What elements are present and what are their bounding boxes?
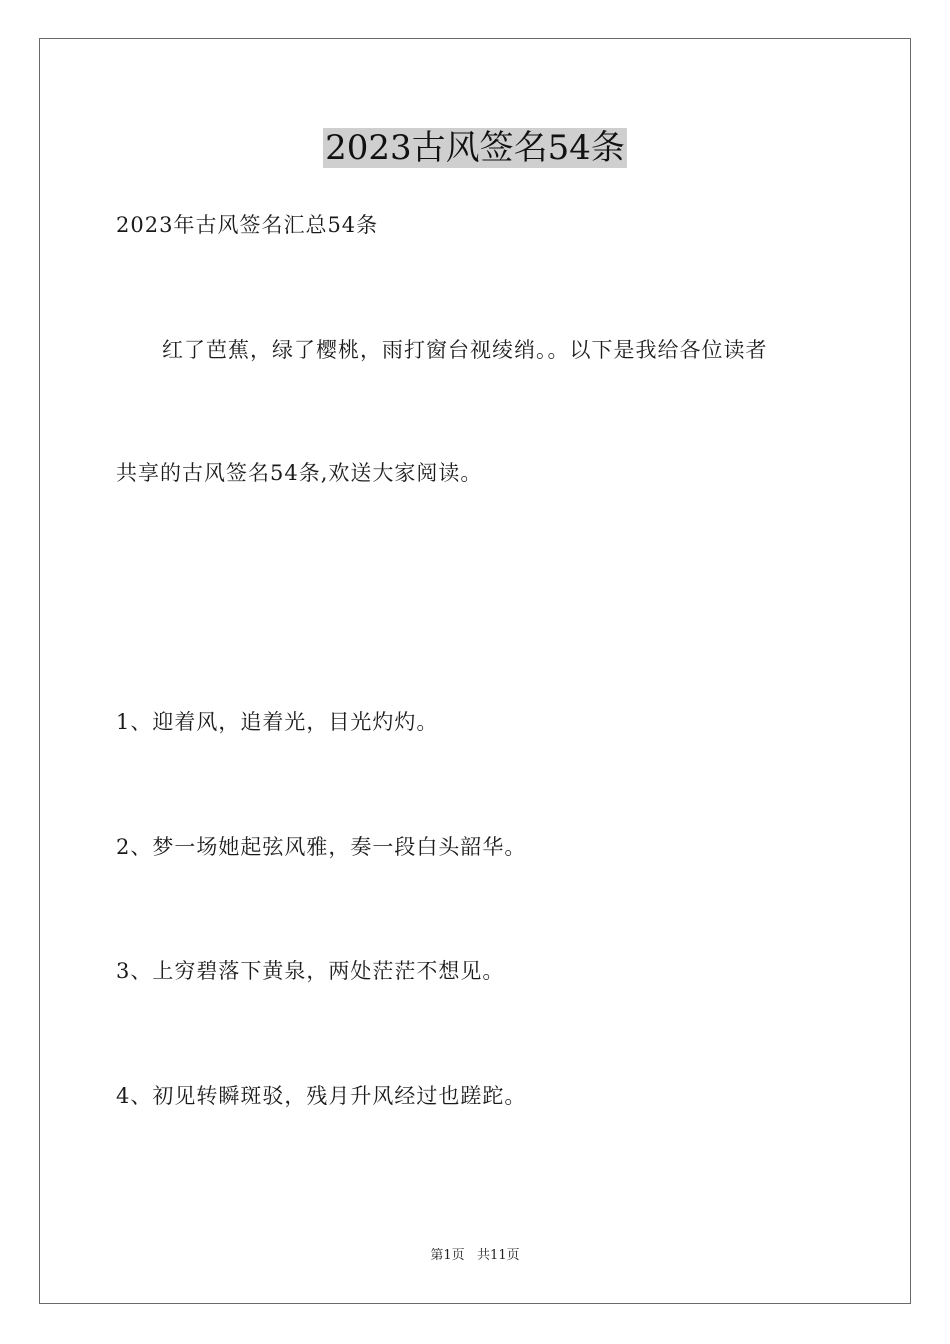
list-item: 2、梦一场她起弦风雅，奏一段白头韶华。 [116,835,527,859]
page-footer: 第1页 共11页 [430,1248,520,1263]
title-container [0,128,950,168]
document-title: 2023古风签名54条 [325,128,625,168]
intro-line-2: 共享的古风签名54条,欢送大家阅读。 [116,461,483,485]
list-item: 4、初见转瞬斑驳，残月升风经过也蹉跎。 [116,1084,527,1108]
list-item: 3、上穷碧落下黄泉，两处茫茫不想见。 [116,959,505,983]
document-subtitle: 2023年古风签名汇总54条 [116,213,379,237]
intro-line-1: 红了芭蕉，绿了樱桃，雨打窗台视绫绡。。以下是我给各位读者 [162,338,768,362]
list-item: 1、迎着风，追着光，目光灼灼。 [116,710,439,734]
